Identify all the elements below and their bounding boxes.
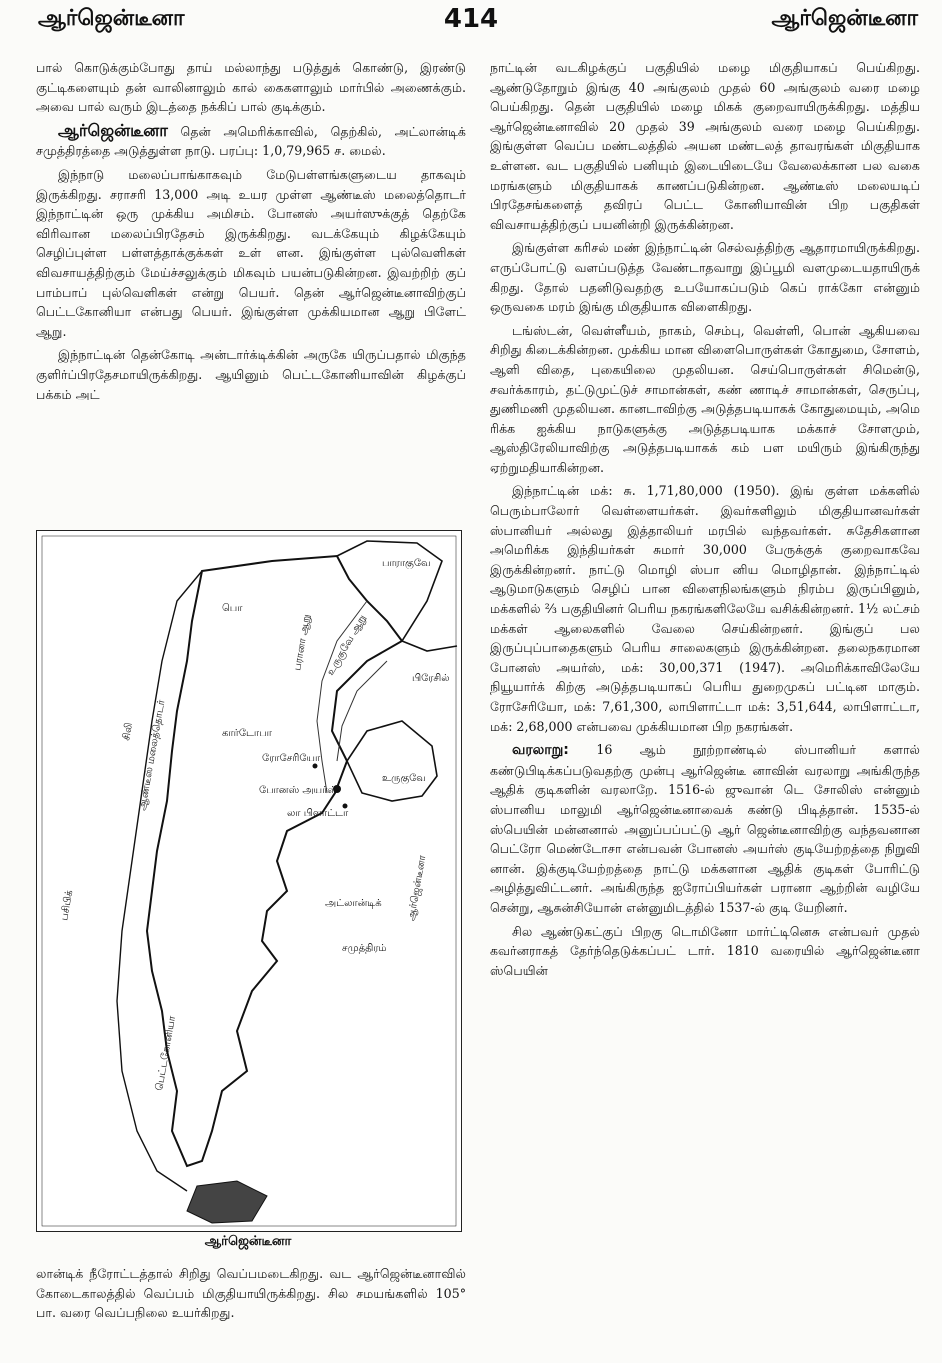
history-text: 16 ஆம் நூற்றாண்டில் ஸ்பானியர் களால் கண்டுபிடிக்கப்படுவதற்கு முன்பு ஆர்ஜென்டீ னாவின் வரலாறு அங்கிருந்த ஆதிக் குடிகளின் வரலாறே. 1516-ல் ஜுவான் டெ சோலிஸ் என்னும் ஸ்பானிய மாலுமி ஆர்ஜென்டீனாவைக் கண்டு பிடித்தான். 1535-ல் ஸ்பெயின் மன்னனால் அனுப்பப்பட்டு ஆர் ஜென்டீனாவிற்கு வந்தவனான பெட்ரோ மெண்டோசா என்பவன் போனஸ் அயர்ஸ் குடியேற்றத்தை நிறுவி னான். இக்குடியேற்றத்தை நாட்டு மக்களான ஆதிக் குடிகள் போரிட்டு அழித்துவிட்டனர். அங்கிருந்த ஐரோப்பியர்கள் பரானா ஆற்றின் வழியே சென்று, ஆசுன்சியோன் என்னுமிடத்தில் 1537-ல் குடி யேறினர். — [490, 742, 920, 915]
map-label-argentina-big: ஆர்ஜென்டீனா — [405, 854, 429, 922]
map-label-rosario: ரோசேரியோ — [262, 753, 321, 764]
page-header — [0, 6, 942, 40]
rosario-dot — [313, 764, 318, 769]
map-label-uruguay-river: உருகுவே ஆறு — [325, 613, 369, 678]
paragraph: பால் கொடுக்கும்போது தாய் மல்லாந்து படுத்துக் கொண்டு, இரண்டு குட்டிகளையும் தன் வாலினாலும் கால் கைகளாலும் மார்பில் அணைக்கும். அவை பால் வரும் இடத்தை நக்கிப் பால் குடிக்கும். — [36, 60, 466, 115]
map-label-la-plata: லா பிளாட்டா — [287, 808, 349, 819]
map-label-buenos-aires: போனஸ் அயர்ஸ் — [259, 785, 339, 796]
map-label-atlantic: அட்லான்டிக் — [325, 898, 382, 909]
map-label-pacific: பசிபிக் — [59, 889, 76, 922]
map-label-andes: ஆண்டீஸ் மலைத்தொடர் — [137, 699, 168, 812]
map-label-parana: பரானா ஆறு — [292, 613, 313, 672]
map-svg — [37, 531, 461, 1231]
map-label-paraguay: பாராகுவே — [382, 558, 431, 569]
map-label-cordoba: கார்டோபா — [222, 728, 272, 739]
map-caption: ஆர்ஜென்டீனா — [204, 1234, 292, 1249]
page-number: 414 — [443, 4, 499, 34]
entry-paragraph — [36, 121, 466, 161]
uruguay-river — [337, 661, 387, 761]
map-figure — [36, 530, 462, 1232]
map-label-patagonia: பெட்டகோனியா — [154, 1015, 179, 1092]
map-label-brazil: பிரேசில் — [412, 673, 450, 684]
running-head-left: ஆர்ஜென்டீனா — [38, 6, 185, 31]
map-label-chile: சிலி — [121, 721, 136, 742]
paragraph: டங்ஸ்டன், வெள்ளீயம், நாகம், செம்பு, வெள்ளி, பொன் ஆகியவை சிறிது கிடைக்கின்றன. முக்கிய மான விளைபொருள்கள் கோதுமை, சோளம், ஆளி விதை, புகையிலை முதலியன. செய்பொருள்கள் சிமென்டு, சவர்க்காரம், தட்டுமுட்டுச் சாமான்கள், கண் ணாடிச் சாமான்கள், செருப்பு, துணிமணி முதலியன. கானடாவிற்கு அடுத்தபடியாகக் கோதுமையும், அமெ ரிக்க ஐக்கிய நாடுகளுக்கு அடுத்தபடியாக மக்காச் சோளமும், ஆஸ்திரேலியாவிற்கு அடுத்தபடியாகக் கம் பள மயிரும் இங்கிருந்து ஏற்றுமதியாகின்றன. — [490, 322, 920, 475]
chile-coast — [117, 571, 202, 1191]
uruguay-outline — [347, 721, 437, 801]
left-column-bottom — [36, 1264, 466, 1327]
map-label-uruguay: உருகுவே — [382, 773, 426, 784]
paragraph: லான்டிக் நீரோட்டத்தால் சிறிது வெப்பமடைகிறது. வட ஆர்ஜென்டீனாவில் கோடைகாலத்தில் வெப்பம் மிகுதியாயிருக்கிறது. சில சமயங்களில் 105° பா. வரை வெப்பநிலை உயர்கிறது. — [36, 1266, 466, 1321]
right-column — [490, 58, 920, 984]
entry-text: தென் அமெரிக்காவில், தெற்கில், அட்லான்டிக் சமுத்திரத்தை அடுத்துள்ள நாடு. பரப்பு: 1,0,79,965 ச. மைல். — [36, 123, 466, 159]
paragraph: இந்நாட்டின் தென்கோடி அன்டார்க்டிக்கின் அருகே யிருப்பதால் மிகுந்த குளிர்ப்பிரதேசமாயிருக்கிறது. ஆயினும் பெட்டகோனியாவின் கிழக்குப் பக்கம் அட் — [36, 347, 466, 402]
paragraph: சில ஆண்டுகட்குப் பிறகு டொமினோ மார்ட்டினெசு என்பவர் முதல் கவர்னராகத் தேர்ந்தெடுக்கப்பட் டார். 1810 வரையில் ஆர்ஜென்டீனா ஸ்பெயின் — [490, 923, 920, 978]
paragraph: இங்குள்ள கரிசல் மண் இந்நாட்டின் செல்வத்திற்கு ஆதாரமாயிருக்கிறது. எருப்போட்டு வளப்படுத்த வேண்டாதவாறு இப்பூமி வளமுடையதாயிருக் கிறது. தோல் பதனிடுவதற்கு உபயோகப்படும் கெப் ராக்கோ என்னும் ஒருவகை மரம் இங்கு மிகுதியாக விளைகிறது. — [490, 240, 920, 315]
argentina-outline — [147, 556, 402, 1166]
left-column — [36, 58, 466, 408]
paragraph: இந்நாடு மலைப்பாங்காகவும் மேடுபள்ளங்களுடைய தாகவும் இருக்கிறது. சராசரி 13,000 அடி உயர முள்ள ஆண்டீஸ் மலைத்தொடர் இந்நாட்டின் ஒரு முக்கிய அமிசம். போனஸ் அயர்ஸுக்குத் தெற்கே விரிவான மலைப்பிரதேசம் இருக்கிறது. வடக்கேயும் கிழக்கேயும் செழிப்புள்ள பள்ளத்தாக்குக்கள் உள் ளன. இங்குள்ள புல்வெளிகள் விவசாயத்திற்கும் மேய்ச்சலுக்கும் மிகவும் பயன்படுகின்றன. இவற்றிற் குப் பாம்பாப் புல்வெளிகள் என்று பெயர். தென் ஆர்ஜென்டீனாவிற்குப் பெட்டகோனியா என்பது பெயர். இங்குள்ள முக்கியமான ஆறு பிளேட் ஆறு. — [36, 166, 466, 339]
brazil-boundary — [402, 641, 457, 651]
running-head-right: ஆர்ஜென்டீனா — [771, 6, 918, 31]
history-paragraph — [490, 740, 920, 917]
paragraph: இந்நாட்டின் மக்: சு. 1,71,80,000 (1950). இங் குள்ள மக்களில் பெரும்பாலோர் வெள்ளையர்கள். இவர்களிலும் மிகுதியானவர்கள் ஸ்பானியர் அல்லது இத்தாலியர் மரபில் வந்தவர்கள். சுதேசிகளான அமெரிக்க இந்தியர்கள் சுமார் 30,000 பேருக்குக் குறைவாகவே இருக்கின்றனர். நாட்டு மொழி ஸ்பா னிய மொழிதான். இந்நாட்டில் ஆடுமாடுகளும் செழிப் பான விளைநிலங்களும் நிரம்ப இருப்பினும், மக்களில் ⅔ பகுதியினர் பெரிய நகரங்களிலேயே வசிக்கின்றனர். 1½ லட்சம் மக்கள் ஆலைகளில் வேலை செய்கின்றனர். இங்குப் பல இருப்புப்பாதைகளும் பெரிய சாலைகளும் இருக்கின்றன. தலைநகரமான போனஸ் அயர்ஸ், மக்: 30,00,371 (1947). அமெரிக்காவிலேயே நியூயார்க் கிற்கு அடுத்தபடியாகப் பெரிய துறைமுகப் பட்டின மாகும். ரோசேரியோ, மக்: 7,61,300, லாபிளாட்டா மக்: 3,51,644, லாபிளாட்டா, மக்: 2,68,000 என்பவை முக்கியமான பிற நகரங்கள். — [490, 483, 920, 734]
entry-headword: ஆர்ஜென்டீனா — [58, 120, 168, 140]
history-heading: வரலாறு: — [512, 742, 569, 759]
tierra-del-fuego — [187, 1181, 267, 1223]
map-label-bolivia: பொ — [222, 603, 243, 614]
map-label-ocean: சமுத்திரம் — [342, 943, 387, 954]
paragraph: நாட்டின் வடகிழக்குப் பகுதியில் மழை மிகுதியாகப் பெய்கிறது. ஆண்டுதோறும் இங்கு 40 அங்குலம் முதல் 60 அங்குலம் வரை மழை பெய்கிறது. தென் பகுதியில் மழை மிகக் குறைவாயிருக்கிறது. மத்திய ஆர்ஜென்டீனாவில் 20 முதல் 39 அங்குலம் வரை மழை பெய்கிறது. இங்குள்ள வெப்ப மண்டலத்தில் அயன மண்டலத் தாவரங்கள் மிகுதியாக உள்ளன. வட பகுதியில் பனியும் இடையிடையே வேலைக்கான பல வகை மரங்களும் மிகுதியாகக் காணப்படுகின்றன. ஆண்டீஸ் மலையடிப் பிரதேசங்களைத் தவிரப் பெட்ட கோனியாவின் பிற பகுதிகள் விவசாயத்திற்குப் பயனின்றி இருக்கின்றன. — [490, 60, 920, 232]
